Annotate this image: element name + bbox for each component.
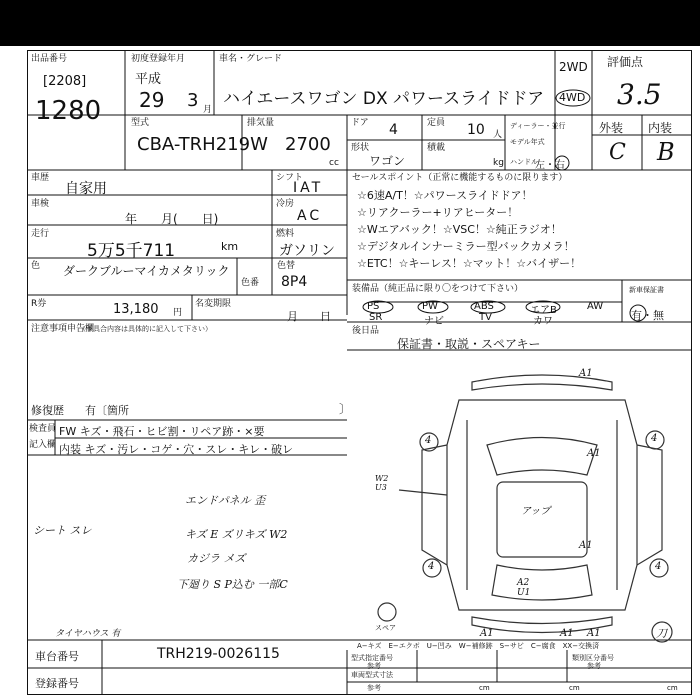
lot-label: 出品番号: [31, 54, 68, 64]
cc-unit: cc: [329, 158, 339, 168]
top-black-bar: [0, 0, 700, 46]
damage-mark: A2 U1: [517, 578, 531, 598]
notes-sub: （不具合内容は具体的に記入して下さい）: [79, 325, 212, 333]
name-change-label: 名変期限: [195, 299, 232, 309]
car-name: ハイエースワゴン DX パワースライドドア: [223, 89, 545, 109]
dealer-label: ディーラー・並行: [510, 122, 566, 130]
damage-mark: アップ: [521, 506, 551, 517]
capacity: 10: [467, 122, 485, 138]
inspection: 年 月( 日): [125, 212, 219, 226]
lot-code: [2208]: [43, 74, 87, 89]
damage-mark: A1: [587, 628, 601, 639]
shift: IAT: [293, 180, 324, 196]
damage-mark: A1: [480, 628, 494, 639]
int-label: 内装: [648, 121, 673, 135]
cooler: AC: [297, 208, 323, 224]
inspector-label: 検査員: [29, 424, 57, 434]
ext-grade: C: [609, 140, 626, 165]
load-label: 積載: [427, 143, 446, 153]
sales-label: セールスポイント（正常に機能するものに限ります）: [352, 173, 568, 183]
cm-unit: cm: [479, 684, 490, 692]
shape: ワゴン: [369, 154, 406, 168]
shape-label: 形状: [351, 143, 370, 153]
equip-aw: AW: [587, 301, 604, 312]
inspector-row-2: 内装 キズ・汚レ・コゲ・穴・スレ・キレ・破レ: [59, 443, 294, 456]
cm-unit-3: cm: [667, 684, 678, 692]
name-change: 月 日: [287, 310, 331, 323]
inspector-stamp: 刀: [656, 627, 667, 640]
cooler-label: 冷房: [276, 199, 295, 209]
equip-airbag: エアB: [530, 305, 557, 316]
color-no: 8P4: [281, 274, 308, 290]
drive-2wd: 2WD: [559, 60, 588, 74]
auction-sheet: [27, 50, 692, 695]
color-change-label: 色替: [277, 261, 296, 271]
ext-label: 外装: [599, 121, 624, 135]
score: 3.5: [617, 78, 662, 111]
car-name-label: 車名・グレード: [219, 54, 283, 64]
hand-note: キズ E ズリキズ W2: [185, 528, 288, 541]
month-unit: 月: [203, 105, 213, 115]
equip-navi: ナビ: [424, 316, 444, 327]
repair-label: 修復歴: [31, 404, 64, 417]
sales-line: ☆リアクーラー+リアヒーター！: [357, 206, 519, 219]
doors: 4: [389, 122, 398, 138]
fuel: ガソリン: [279, 243, 335, 259]
era: 平成: [135, 72, 162, 87]
model: CBA-TRH219W: [137, 134, 268, 155]
equip-tv: TV: [479, 312, 492, 323]
damage-mark: 4: [651, 433, 658, 444]
mileage-label: 走行: [31, 229, 50, 239]
ref-label: 参考: [367, 662, 381, 670]
color-label: 色: [31, 261, 41, 271]
month: 3: [187, 90, 199, 111]
ref-label-2: 参考: [587, 662, 601, 670]
warranty-label: 新車保証書: [629, 286, 664, 294]
hand-note: 下廻り S P込む 一部C: [177, 578, 288, 591]
damage-mark: 4: [428, 561, 435, 572]
equip-sr: SR: [369, 312, 383, 323]
hand-note: カジラ メズ: [187, 552, 246, 565]
cm-unit-2: cm: [569, 684, 580, 692]
door-label: ドア: [351, 118, 369, 128]
chassis-label: 車台番号: [35, 650, 79, 663]
damage-mark: A1: [579, 540, 593, 551]
disp-label: 排気量: [247, 118, 275, 128]
recycle: 13,180: [113, 302, 159, 317]
hand-note: タイヤハウス 有: [55, 629, 121, 639]
category-label: 車歴: [31, 173, 50, 183]
person-unit: 人: [493, 130, 503, 140]
fuel-label: 燃料: [276, 229, 295, 239]
hand-note: シート スレ: [33, 524, 92, 537]
handle-label: ハンドル: [510, 158, 538, 166]
equip-ps: PS: [367, 301, 380, 312]
repair: 有〔箇所: [85, 404, 129, 417]
displacement: 2700: [285, 134, 331, 155]
class-label: 類別区分番号: [572, 654, 614, 662]
int-grade: B: [657, 138, 675, 166]
handle: 左・右: [535, 160, 565, 171]
equip-leather: カワ: [533, 316, 553, 327]
first-reg-label: 初度登録年月: [131, 54, 186, 64]
km-unit: km: [221, 240, 239, 253]
yen-unit: 円: [173, 308, 183, 318]
r-label: R券: [31, 299, 47, 309]
inspector-label-2: 記入欄: [29, 440, 57, 450]
damage-mark: A1: [560, 628, 574, 639]
after-items: 保証書・取説・スペアキー: [397, 337, 541, 351]
inspector-row-1: FW キズ・飛石・ヒビ割・リペア跡・×要: [59, 425, 265, 438]
warranty: 有・無: [631, 309, 664, 322]
ref-label-3: 参考: [367, 684, 381, 692]
equipment-label: 装備品（純正品に限り〇をつけて下さい）: [352, 284, 524, 294]
equip-abs: ABS: [474, 301, 494, 312]
damage-mark: W2 U3: [375, 474, 389, 492]
damage-mark: A1: [587, 448, 601, 459]
spare-label: スペア: [375, 624, 396, 632]
mileage: 5万5千711: [87, 241, 176, 261]
year: 29: [139, 88, 165, 112]
damage-mark: A1: [579, 368, 593, 379]
eval-label: 評価点: [607, 55, 644, 69]
category: 自家用: [65, 181, 107, 197]
equip-pw: PW: [422, 301, 438, 312]
sales-line: ☆デジタルインナーミラー型バックカメラ！: [357, 240, 575, 253]
color-no-label: 色番: [241, 278, 260, 288]
drive-4wd: 4WD: [559, 91, 586, 104]
model-label: 型式: [131, 118, 150, 128]
kg-unit: kg: [493, 158, 504, 168]
shift-label: シフト: [276, 173, 304, 183]
notes-label: 注意事項申告欄: [31, 324, 95, 334]
size-label: 車両型式寸法: [351, 671, 393, 679]
inspection-label: 車検: [31, 199, 50, 209]
reg-label: 登録番号: [35, 677, 79, 690]
repair-close: 〕: [339, 402, 352, 416]
type-spec-label: 型式指定番号: [351, 654, 393, 662]
chassis-number: TRH219-0026115: [157, 646, 280, 662]
sales-line: ☆ETC！☆キーレス！☆マット！☆バイザー！: [357, 257, 582, 270]
lot-number: 1280: [35, 96, 102, 126]
sales-line: ☆6速A/T！☆パワースライドドア！: [357, 189, 533, 202]
damage-legend: A−キズ E−エクボ U−凹み W−補修跡 S−サビ C−腐食 XX−交換済: [357, 642, 600, 650]
color: ダークブルーマイカメタリック: [63, 264, 230, 278]
sales-line: ☆Wエアバック！☆VSC！☆純正ラジオ！: [357, 223, 562, 236]
after-label: 後日品: [352, 326, 380, 336]
damage-mark: 4: [655, 561, 662, 572]
damage-mark: 4: [425, 435, 432, 446]
model-year-label: モデル年式: [510, 138, 545, 146]
capacity-label: 定員: [427, 118, 446, 128]
hand-note: エンドパネル 歪: [185, 494, 266, 507]
